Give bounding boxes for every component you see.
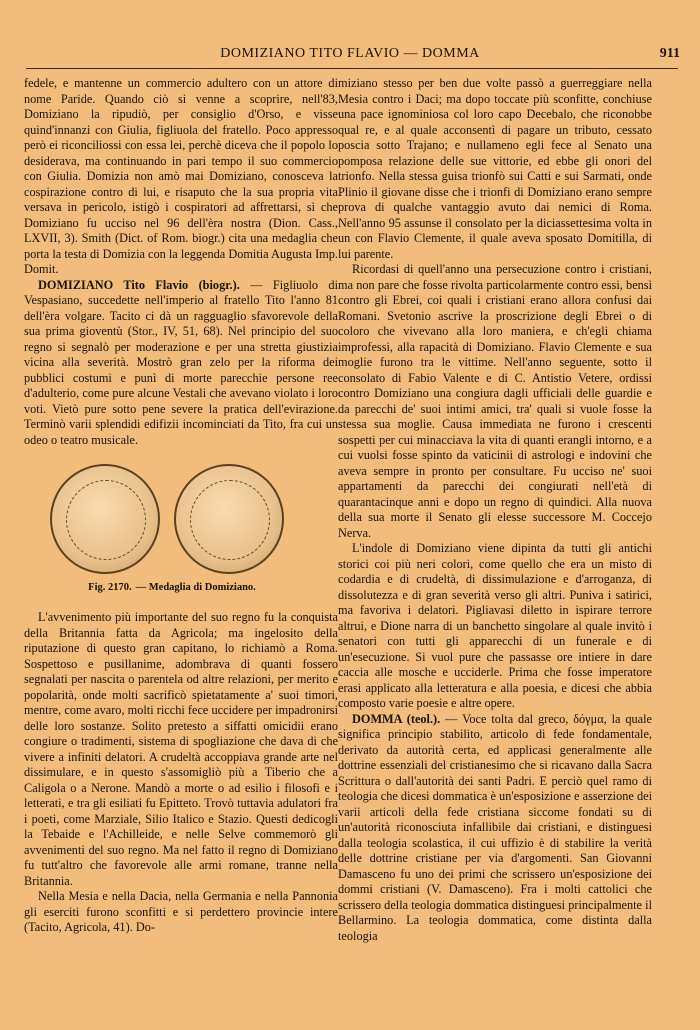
entry-heading: DOMIZIANO Tito Flavio (biogr.). <box>38 277 240 292</box>
figure-label: Fig. 2170. <box>88 582 132 593</box>
entry-domiziano <box>24 278 338 449</box>
entry-text: — Figliuolo di Vespasiano, succedette nell'imperio al fratello Tito l'anno 81 dell'èra volgare. Tacito ci dà un ragguaglio sfavorevole della sua prima gioventù (Stor., IV, 51, 68). Nel principio del suo regno si segnalò per moderazione e per una stretta giustizia vicina alla severità. Mostrò gran zelo per la riforma dei pubblici costumi e punì di morte parecchie persone ree d'adulterio, come pure alcune Vestali che avevano violato i loro voti. Vietò pure sotto pene severe la pratica dell'evirazione. Terminò varii splendidi edifizii incominciati da Tito, fra cui un odeo o teatro musicale. <box>24 277 338 447</box>
figure-caption <box>24 580 324 596</box>
paragraph: L'avvenimento più importante del suo regno fu la conquista della Britannia fatta da Agricola; ma ingelosito della riputazione di questo gran capitano, lo richiamò a Roma. Sospettoso e pusillanime, adombrava di quanti fossero segnalati per nascita o parentela od altre relazioni, per merito e popolarità, onde molti sacrificò spietatamente a' suoi timori, mentre, come avaro, molti ricchi fece uccidere per impadronirsi delle loro sostanze. Solito pretesto a siffatti omicidii erano congiure o tradimenti, sistema di spogliazione che dava di che vivere a infiniti delatori. A crudeltà accoppiava grande arte nel dissimulare, e in questo s'assomigliò più a Tiberio che a Caligola o a Nerone. Mandò a morte o ad esilio i filosofi e i letterati, e tra gli esiliati fu Epitteto. Trovò tuttavia adulatori fra i poeti, come Marziale, Silio Italico e Stazio. Questi dedicogli la Tebaide e l'Achilleide, e nelle Selve commemorò gli avvenimenti del suo regno. Ma nel fatto il regno di Domiziano fu tutt'altro che favorevole alle armi romane, tranne nella Britannia. <box>24 610 338 888</box>
right-column <box>338 76 652 944</box>
entry-domma <box>338 712 652 945</box>
entry-heading: DOMMA (teol.). <box>352 711 441 726</box>
medal-obverse-image <box>50 464 160 574</box>
paragraph: fedele, e mantenne un commercio adultero con un attore di nome Paride. Quando ciò si venne a scoprire, nell'83, Domiziano la ripudiò, per consiglio d'Orso, e visse quind'innanzi con Giulia, figliuola del fratello. Poco appresso però ei riconciliossi con essa lei, perchè diceva che il popolo lo desiderava, ma continuando in pari tempo il suo commercio con Giulia. Domizia non amò mai Domiziano, conosceva la cospirazione contro di lui, e risaputo che la sua propria vita versava in pericolo, istigò i cospiratori ad affrettarsi, sì che Domiziano fu ucciso nel 96 dell'èra nostra (Dion. Cass., LXVII, 3). Smith (Dict. of Rom. biogr.) cita una medaglia che porta la testa di Domizia con la leggenda Domitia Augusta Imp. Domit. <box>24 76 338 276</box>
figure-caption-text: — Medaglia di Domiziano. <box>135 582 256 593</box>
left-column <box>24 76 338 936</box>
medal-reverse-image <box>174 464 284 574</box>
running-title: DOMIZIANO TITO FLAVIO — DOMMA <box>220 46 480 61</box>
header-rule <box>26 68 678 69</box>
paragraph: Ricordasi di quell'anno una persecuzione contro i cristiani, ma non pare che fosse rivolta particolarmente contro essi, bensì contro gli Ebrei, coi quali i cristiani erano allora confusi dai Romani. Svetonio ascrive la proscrizione degli Ebrei o di coloro che vivevano alla loro maniera, e ch'egli chiama improfessi, alla rapacità di Domiziano. Flavio Clemente e sua moglie furono tra le vittime. Nell'anno seguente, sotto il consolato di Fabio Valente e di C. Antistio Vetere, ordissi contro Domiziano una congiura dagli ufficiali delle guardie e da parecchi de' suoi intimi amici, tra' quali si vuole fosse la stessa sua moglie. Causa immediata ne furono i crescenti sospetti per cui minacciava la vita di quanti erangli intorno, e a cui vuolsi fosse spinto da vaticinii di astrologi e indovini che aveva sempre in pronto per consultare. Fu ucciso ne' suoi appartamenti da parecchi dei congiurati nell'età di quarantacinque anni e dopo un regno di quindici. Alla nuova della sua morte il Senato gli elesse successore M. Coccejo Nerva. <box>338 262 652 540</box>
paragraph: miziano stesso per ben due volte passò a guerreggiare nella Mesia contro i Daci; ma dopo toccate più sconfitte, conchiuse una pace ignominiosa col loro capo Decebalo, che riconobbe qual re, e al quale acconsentì di pagare un tributo, cessato poscia sotto Trajano; e nullameno egli fece al Senato una pomposa relazione delle sue vittorie, ed ebbe gli onori del trionfo. Nella stessa guisa trionfò sui Catti e sui Sarmati, onde Plinio il giovane disse che i trionfi di Domiziano erano sempre prova di qualche vantaggio avuto dai nemici di Roma. Nell'anno 95 assunse il consolato per la diciassettesima volta in un con Flavio Clemente, il quale aveva sposato Domitilla, di lui parente. <box>338 76 652 261</box>
entry-text: — Voce tolta dal greco, δόγμα, la quale significa principio stabilito, articolo di fede fondamentale, derivato da autorità certa, ed applicasi generalmente alle dottrine essenziali del cristianesimo che si ricavano dalla Sacra Scrittura o dall'autorità dei santi Padri. E perciò quel ramo di teologia che dicesi dommatica è un'esposizione e asserzione dei varii articoli della fede cristiana siccome fondati su di un'autorità riconosciuta infallibile dai cristiani, e distinguesi dalla teologia scolastica, il cui uffizio è di stabilire la verità delle dottrine cristiane per via d'argomenti. San Giovanni Damasceno fu uno dei primi che scrissero un'esposizione dei dommi cristiani (V. Damasceno). Fra i molti cattolici che scrissero della teologia dommatica distinguesi principalmente il Bellarmino. La teologia dommatica, come distinta dalla teologia <box>338 711 653 943</box>
paragraph: Nella Mesia e nella Dacia, nella Germania e nella Pannonia gli eserciti furono sconfitti e si perdettero provincie intere (Tacito, Agricola, 41). Do- <box>24 889 338 934</box>
page-header <box>20 46 680 68</box>
medal-figure <box>24 456 338 606</box>
paragraph: L'indole di Domiziano viene dipinta da tutti gli antichi storici coi più neri colori, come quello che era un misto di codardia e di crudeltà, di dissimulazione e d'arroganza, di dissolutezza e di gran severità verso gli altri. Puniva i satirici, ma favoriva i delatori. Pigliavasi diletto in ispirare terrore altrui, e Dione narra di un banchetto singolare al quale invitò i senatori con tutti gli apparecchi di un funerale e di un'esecuzione. Si vuol pure che passasse ore intiere in dare caccia alle mosche e ucciderle. Prima che fosse imperatore erasi applicato alla letteratura e alla poesia, e dicesi che abbia composto varie poesie e altre opere. <box>338 541 652 710</box>
page-number: 911 <box>659 46 680 61</box>
